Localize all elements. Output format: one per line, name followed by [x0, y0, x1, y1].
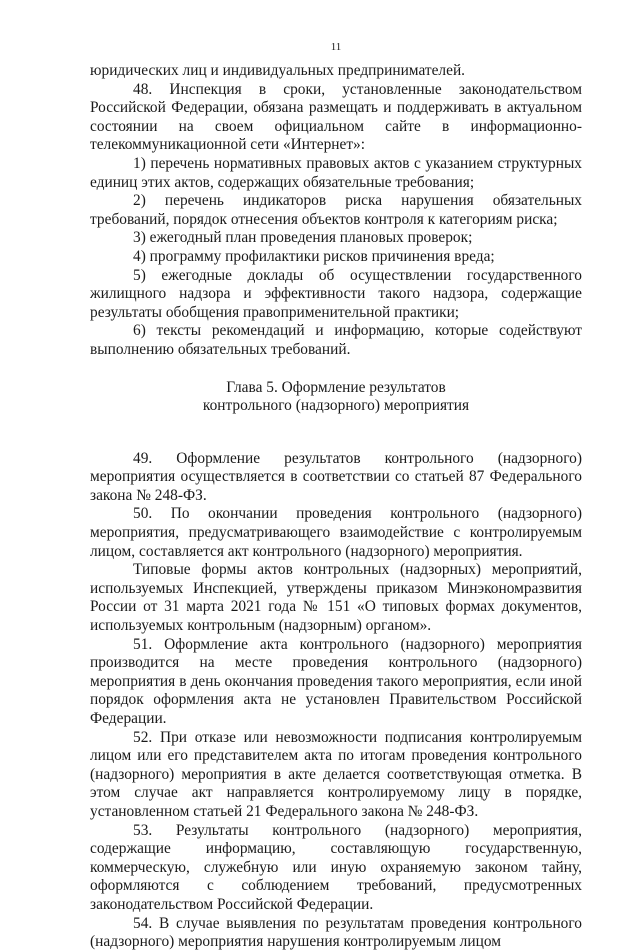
list-item-2: 2) перечень индикаторов риска нарушения обязательных требований, порядок отнесения объектов контроля к категориям риска;: [90, 192, 582, 228]
list-item-5: 5) ежегодные доклады об осуществлении государственного жилищного надзора и эффективности такого надзора, содержащие результаты обобщения правоприменительной практики;: [90, 266, 582, 321]
chapter-heading-line-1: Глава 5. Оформление результатов: [226, 378, 446, 396]
paragraph-49: 49. Оформление результатов контрольного (надзорного) мероприятия осуществляется в соответствии со статьей 87 Федерального закона № 248-ФЗ.: [90, 449, 582, 504]
paragraph-continuation: юридических лиц и индивидуальных предпринимателей.: [90, 62, 466, 79]
paragraph-52: 52. При отказе или невозможности подписания контролируемым лицом или его представителем акта по итогам проведения контрольного (надзорного) мероприятия в акте делается соответствующая отметка. В этом случае акт направляется контролируемому лицу в порядке, установленном статьей 21 Федерального закона № 248-ФЗ.: [90, 728, 582, 820]
chapter-heading: [90, 379, 582, 416]
chapter-heading-line-2: контрольного (надзорного) мероприятия: [202, 397, 470, 415]
paragraph-51: 51. Оформление акта контрольного (надзорного) мероприятия производится на месте проведения контрольного (надзорного) мероприятия в день окончания проведения такого мероприятия, если иной порядок оформления акта не установлен Правительством Российской Федерации.: [90, 635, 582, 727]
list-item-1: 1) перечень нормативных правовых актов с указанием структурных единиц этих актов, содержащих обязательные требования;: [90, 154, 582, 191]
list-item-6: 6) тексты рекомендаций и информацию, которые содействуют выполнению обязательных требований.: [90, 322, 582, 358]
page-number: 11: [330, 41, 342, 53]
paragraph-54: 54. В случае выявления по результатам проведения контрольного (надзорного) мероприятия нарушения контролируемым лицом: [90, 914, 582, 951]
list-item-4: 4) программу профилактики рисков причинения вреда;: [133, 247, 495, 265]
document-body: [90, 62, 582, 952]
paragraph-typical-forms: Типовые формы актов контрольных (надзорных) мероприятий, используемых Инспекцией, утверждены приказом Минэкономразвития России от 31 марта 2021 года № 151 «О типовых формах документов, используемых контрольным (надзорным) органом».: [90, 561, 582, 635]
paragraph-48: 48. Инспекция в сроки, установленные законодательством Российской Федерации, обязана размещать и поддерживать в актуальном состоянии на своем официальном сайте в информационно-телекоммуникационной сети «Интернет»:: [90, 80, 582, 154]
list-item-3: 3) ежегодный план проведения плановых проверок;: [133, 229, 473, 247]
paragraph-50: 50. По окончании проведения контрольного (надзорного) мероприятия, предусматривающего взаимодействие с контролируемым лицом, составляется акт контрольного (надзорного) мероприятия.: [90, 505, 582, 560]
paragraph-53: 53. Результаты контрольного (надзорного) мероприятия, содержащие информацию, составляющую государственную, коммерческую, служебную или иную охраняемую законом тайну, оформляются с соблюдением требований, предусмотренных законодательством Российской Федерации.: [90, 821, 582, 913]
